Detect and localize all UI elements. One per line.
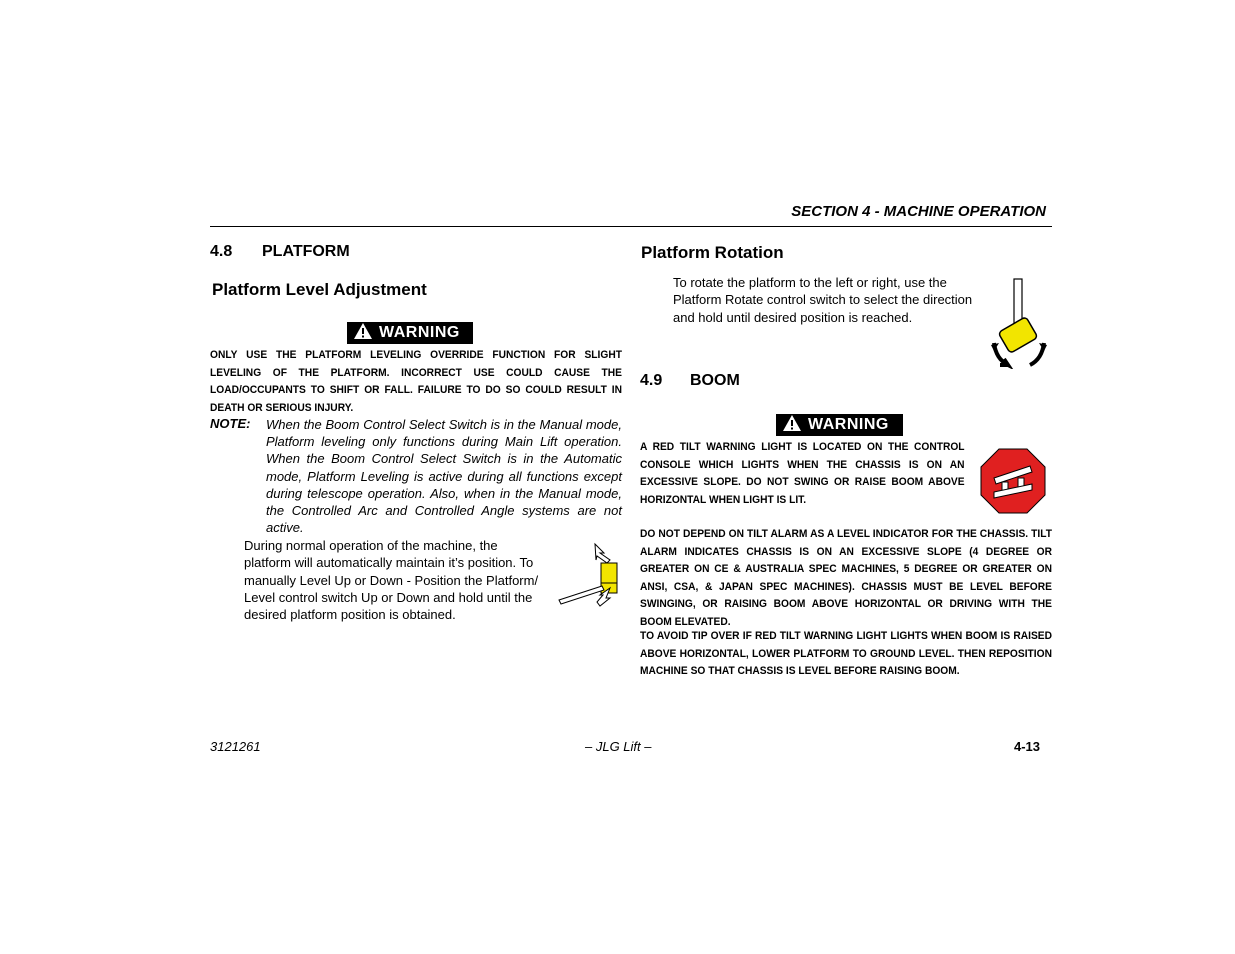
note-text: When the Boom Control Select Switch is in the Manual mode, Platform leveling only functions during Main Lift operation. When the Boom Control Select Switch is in the Automatic mode, Platform Leveling is active during all functions except during telescope operation. Also, when in the Manual mode, the Controlled Arc and Controlled Angle systems are not active.: [266, 417, 622, 536]
warning-label: WARNING: [379, 324, 460, 341]
platform-rotate-switch-icon: [988, 277, 1050, 374]
heading-number-boom: 4.9: [640, 372, 663, 389]
level-body-text: During normal operation of the machine, the platform will automatically maintain it’s position. To manually Level Up or Down - Position the Platform/ Level control switch Up or Down and hold until the desired platform position is obtained.: [244, 538, 539, 623]
tilt-warning-light-icon: [980, 448, 1046, 519]
rotation-text: To rotate the platform to the left or right, use the Platform Rotate control switch to select the direction and hold until desired position is reached.: [673, 275, 973, 325]
page-number: 4-13: [1014, 739, 1041, 754]
boom-warning-text-3: TO AVOID TIP OVER IF RED TILT WARNING LIGHT LIGHTS WHEN BOOM IS RAISED ABOVE HORIZONTAL, LOWER PLATFORM TO GROUND LEVEL. THEN REPOSITION MACHINE SO THAT CHASSIS IS LEVEL BEFORE RAISING BOOM.: [640, 630, 1052, 677]
heading-title-boom: BOOM: [690, 372, 740, 389]
note-label: NOTE:: [210, 416, 251, 431]
warning-label: WARNING: [808, 416, 889, 433]
warning-badge-boom: [776, 414, 903, 436]
warning-badge: [347, 322, 473, 344]
boom-warning-text-1: A RED TILT WARNING LIGHT IS LOCATED ON THE CONTROL CONSOLE WHICH LIGHTS WHEN THE CHASSIS IS ON AN EXCESSIVE SLOPE. DO NOT SWING OR RAISE BOOM ABOVE HORIZONTAL WHEN LIGHT IS LIT.: [640, 441, 965, 506]
subheading-level-adjustment: Platform Level Adjustment: [212, 280, 427, 299]
warning-text: ONLY USE THE PLATFORM LEVELING OVERRIDE FUNCTION FOR SLIGHT LEVELING OF THE PLATFORM. INCORRECT USE COULD CAUSE THE LOAD/OCCUPANTS TO SHIFT OR FALL. FAILURE TO DO SO COULD RESULT IN DEATH OR SERIOUS INJURY.: [210, 349, 622, 414]
subheading-rotation: Platform Rotation: [641, 243, 784, 262]
boom-warning-text-2: DO NOT DEPEND ON TILT ALARM AS A LEVEL INDICATOR FOR THE CHASSIS. TILT ALARM INDICATES CHASSIS IS ON AN EXCESSIVE SLOPE (4 DEGREE OR GREATER ON CE & AUSTRALIA SPEC MACHINES, 5 DEGREE OR GREATER ON ANSI, CSA, & JAPAN SPEC MACHINES). CHASSIS MUST BE LEVEL BEFORE SWINGING, OR RAISING BOOM ABOVE HORIZONTAL OR DRIVING WITH THE BOOM ELEVATED.: [640, 528, 1052, 628]
heading-number: 4.8: [210, 243, 233, 260]
heading-title: PLATFORM: [262, 243, 350, 260]
warning-triangle-icon: [353, 322, 373, 345]
warning-triangle-icon: [782, 414, 802, 437]
section-title: SECTION 4 - MACHINE OPERATION: [791, 203, 1046, 220]
header-rule: [210, 226, 1052, 227]
footer-center: – JLG Lift –: [585, 739, 652, 754]
platform-level-switch-icon: [556, 540, 622, 617]
doc-number: 3121261: [210, 739, 261, 754]
